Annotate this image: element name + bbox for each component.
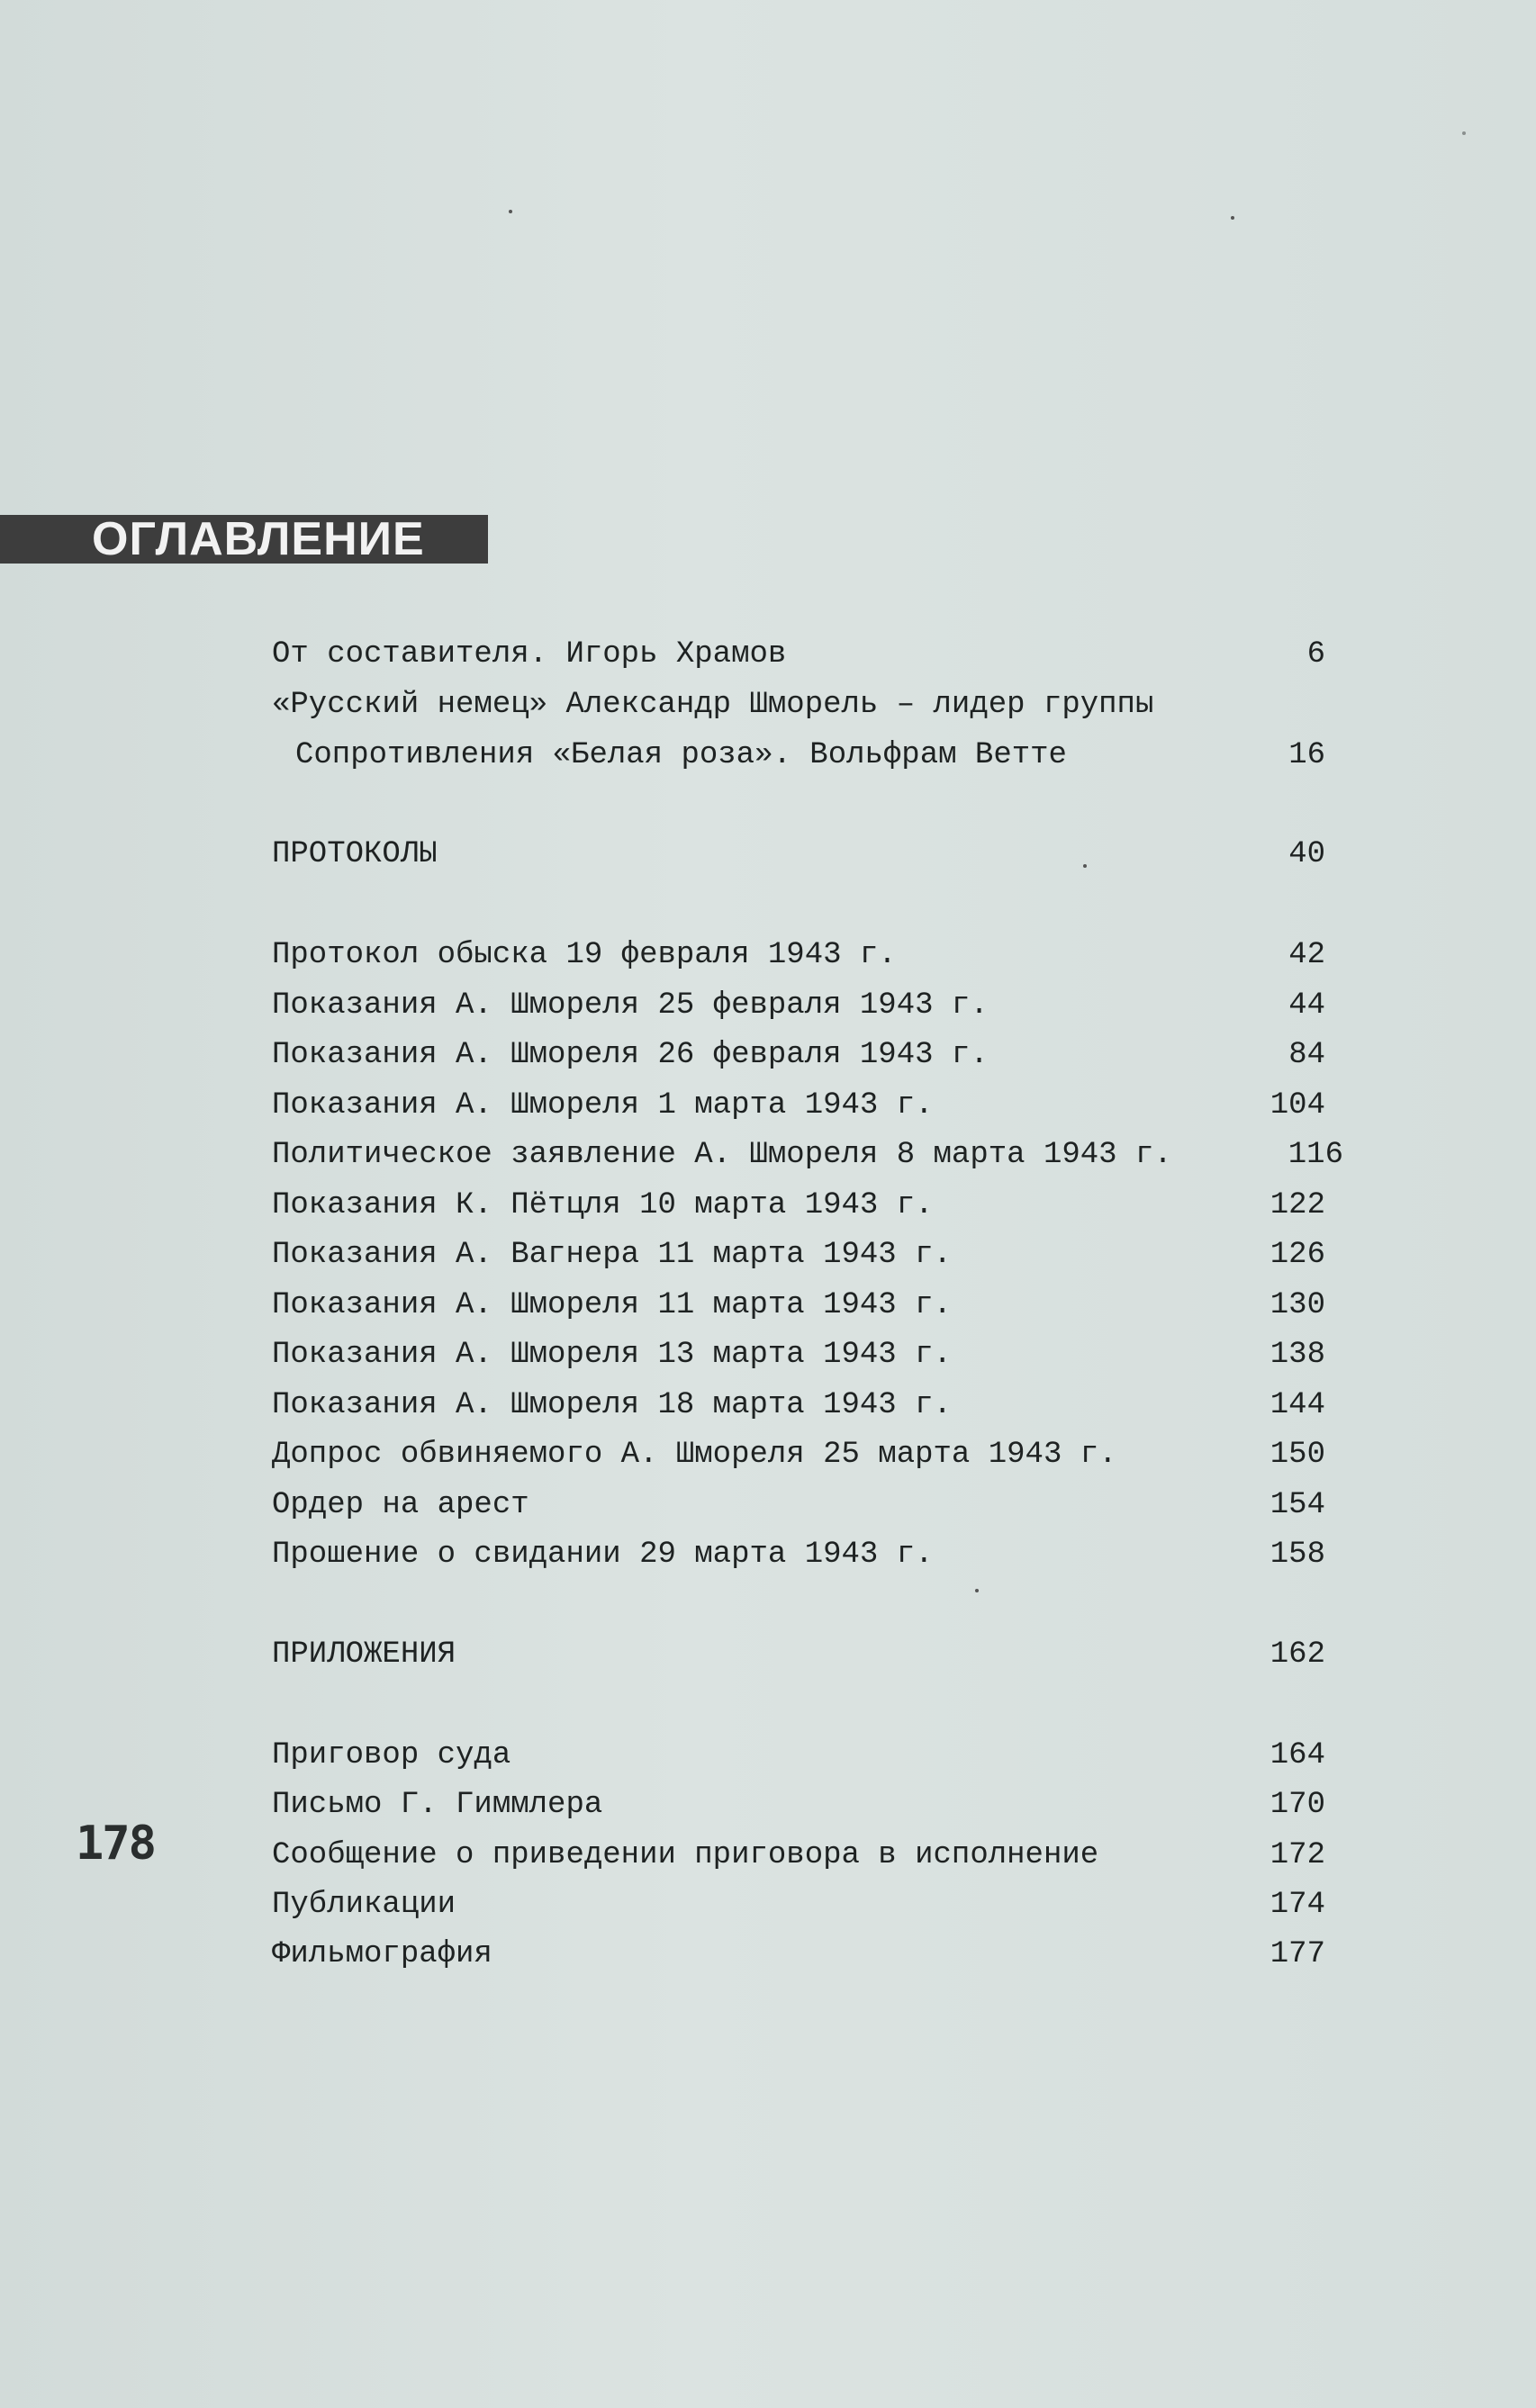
speck	[1083, 864, 1087, 868]
toc-entry	[272, 1332, 1343, 1377]
toc-entry-page: 138	[1269, 1338, 1325, 1372]
toc-entry	[272, 733, 1343, 778]
toc-entry-title: Показания А. Шмореля 1 марта 1943 г.	[272, 1088, 934, 1123]
toc-entry	[272, 1232, 1343, 1277]
toc-entry	[272, 1932, 1343, 1977]
toc-entry-title: Показания К. Пётцля 10 марта 1943 г.	[272, 1188, 934, 1222]
toc-entry-title: Допрос обвиняемого А. Шмореля 25 марта 1943 г.	[272, 1438, 1117, 1472]
toc-entry-title: Сообщение о приведении приговора в исполнение	[272, 1838, 1099, 1872]
toc-entry-title: От составителя. Игорь Храмов	[272, 637, 787, 672]
toc-section	[272, 1632, 1343, 1677]
speck	[975, 1589, 979, 1592]
toc-section-title: ПРОТОКОЛЫ	[272, 837, 438, 871]
toc-entry	[272, 1132, 1343, 1177]
toc-entry	[272, 1882, 1343, 1927]
toc-entry	[272, 983, 1343, 1028]
speck	[509, 210, 512, 213]
toc-entry-title: Показания А. Шмореля 18 марта 1943 г.	[272, 1388, 952, 1422]
toc-entry	[272, 682, 1343, 727]
toc-entry-title: Ордер на арест	[272, 1488, 529, 1522]
speck	[1231, 216, 1234, 220]
toc-entry-title: Публикации	[272, 1888, 456, 1922]
toc-entry-page: 126	[1269, 1238, 1325, 1272]
toc-entry	[272, 1733, 1343, 1778]
page-number: 178	[76, 1817, 155, 1871]
toc-entry-title: Протокол обыска 19 февраля 1943 г.	[272, 938, 897, 972]
toc-entry	[272, 1532, 1343, 1577]
toc-entry-page: 158	[1269, 1538, 1325, 1572]
toc-entry	[272, 1833, 1343, 1878]
toc-entry-page: 174	[1269, 1888, 1325, 1922]
toc-entry	[272, 1483, 1343, 1528]
toc-entry-title: Фильмография	[272, 1937, 492, 1971]
toc-entry-page: 170	[1269, 1788, 1325, 1822]
toc-entry-title: Показания А. Шмореля 13 марта 1943 г.	[272, 1338, 952, 1372]
toc-entry-title: «Русский немец» Александр Шморель – лидер группы	[272, 688, 1154, 722]
toc-entry-page: 42	[1288, 938, 1325, 972]
toc-entry-title: Показания А. Шмореля 11 марта 1943 г.	[272, 1288, 952, 1322]
toc-entry	[272, 933, 1343, 978]
toc-entry-page: 177	[1269, 1937, 1325, 1971]
speck	[1462, 131, 1466, 135]
toc-entry	[272, 1383, 1343, 1428]
page-title: ОГЛАВЛЕНИЕ	[92, 513, 425, 565]
toc-entry	[272, 1183, 1343, 1228]
toc-entry	[272, 1432, 1343, 1477]
toc-entry-page: 162	[1269, 1637, 1325, 1672]
toc-entry	[272, 1283, 1343, 1328]
toc-entry-page: 164	[1269, 1738, 1325, 1772]
toc-entry-title: Прошение о свидании 29 марта 1943 г.	[272, 1538, 934, 1572]
toc-entry-page: 104	[1269, 1088, 1325, 1123]
toc-entry-page: 130	[1269, 1288, 1325, 1322]
toc-entry-title: Показания А. Шмореля 26 февраля 1943 г.	[272, 1038, 989, 1072]
toc-entry-title: Показания А. Шмореля 25 февраля 1943 г.	[272, 988, 989, 1023]
toc-entry-page: 154	[1269, 1488, 1325, 1522]
toc-entry	[272, 1782, 1343, 1827]
toc-section-title: ПРИЛОЖЕНИЯ	[272, 1637, 456, 1672]
toc-entry-page: 44	[1288, 988, 1325, 1023]
toc-entry-page: 122	[1269, 1188, 1325, 1222]
toc-entry-page: 84	[1288, 1038, 1325, 1072]
toc-entry-page: 40	[1288, 837, 1325, 871]
toc-section	[272, 832, 1343, 877]
toc-entry-page: 6	[1306, 637, 1325, 672]
toc-entry	[272, 632, 1343, 677]
toc-entry-page: 150	[1269, 1438, 1325, 1472]
toc-entry-page: 16	[1288, 738, 1325, 772]
toc-entry-page: 116	[1288, 1138, 1343, 1172]
toc-entry-page: 144	[1269, 1388, 1325, 1422]
toc-entry-page: 172	[1269, 1838, 1325, 1872]
toc-entry	[272, 1083, 1343, 1128]
toc-entry-title: Приговор суда	[272, 1738, 511, 1772]
toc-entry-title: Политическое заявление А. Шмореля 8 марта 1943 г.	[272, 1138, 1172, 1172]
toc-entry-title: Письмо Г. Гиммлера	[272, 1788, 603, 1822]
toc-entry-title: Показания А. Вагнера 11 марта 1943 г.	[272, 1238, 952, 1272]
toc-entry-title: Сопротивления «Белая роза». Вольфрам Ветте	[295, 738, 1067, 772]
toc-entry	[272, 1033, 1343, 1078]
